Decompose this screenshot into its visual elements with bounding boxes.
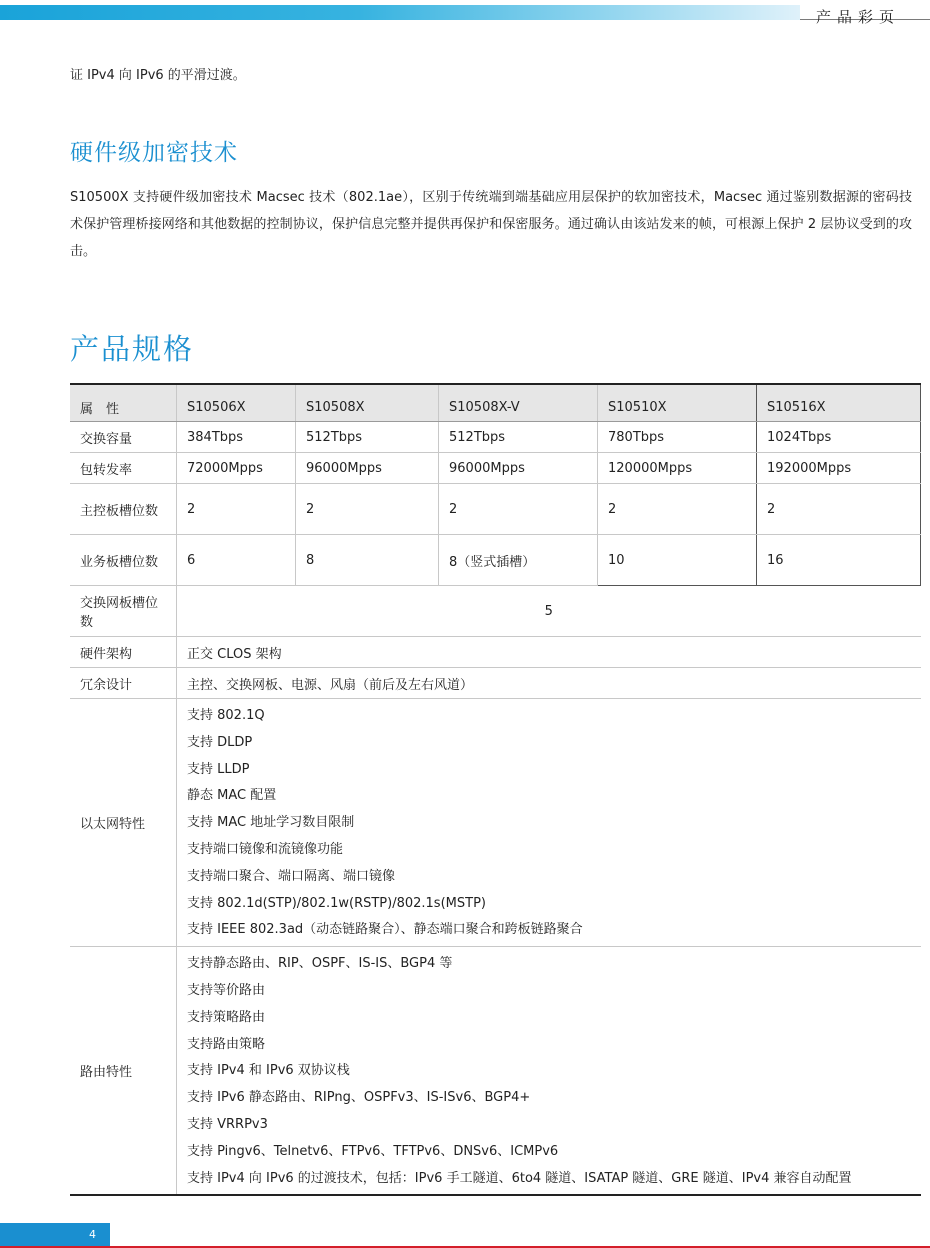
table-cell: 6 (177, 535, 296, 586)
intro-text: 证 IPv4 向 IPv6 的平滑过渡。 (70, 68, 246, 83)
table-cell: 8（竖式插槽） (439, 535, 598, 586)
table-row (70, 453, 921, 484)
list-item: 支持 IPv6 静态路由、RIPng、OSPFv3、IS-ISv6、BGP4+ (187, 1090, 531, 1106)
row-label: 业务板槽位数 (70, 535, 177, 586)
table-cell: 16 (757, 535, 921, 586)
list-item: 支持端口聚合、端口隔离、端口镜像 (187, 868, 396, 884)
table-cell: 2 (757, 484, 921, 535)
table-row (70, 699, 921, 947)
ethernet-features-list (177, 699, 921, 947)
table-cell-merged: 主控、交换网板、电源、风扇（前后及左右风道） (177, 668, 921, 699)
section-title-encryption: 硬件级加密技术 (70, 140, 238, 166)
list-item: 支持等价路由 (187, 982, 266, 998)
list-item: 支持 802.1d(STP)/802.1w(RSTP)/802.1s(MSTP) (187, 895, 486, 911)
table-row (70, 422, 921, 453)
list-item: 支持 Pingv6、Telnetv6、FTPv6、TFTPv6、DNSv6、ICMPv6 (187, 1143, 559, 1159)
list-item: 支持策略路由 (187, 1009, 266, 1025)
table-cell: 192000Mpps (757, 453, 921, 484)
list-item: 支持 IPv4 和 IPv6 双协议栈 (187, 1063, 350, 1079)
header-gradient-bar (0, 5, 800, 20)
row-label: 以太网特性 (70, 699, 177, 947)
list-item: 支持 VRRPv3 (187, 1116, 268, 1132)
section-paragraph-encryption: S10500X 支持硬件级加密技术 Macsec 技术（802.1ae），区别于传统端到端基础应用层保护的软加密技术，Macsec 通过鉴别数据源的密码技术保护管理桥接网络和其他数据的控制协议，保护信息完整并提供再保护和保密服务。通过确认由该站发来的帧，可根源上保护 2 层协议受到的攻击。 (70, 190, 912, 259)
table-row (70, 586, 921, 637)
list-item: 支持 802.1Q (187, 708, 265, 723)
list-item: 静态 MAC 配置 (187, 788, 277, 804)
table-row (70, 668, 921, 699)
list-item: 支持 DLDP (187, 734, 253, 750)
row-label: 路由特性 (70, 947, 177, 1196)
page-number: 4 (0, 1223, 110, 1246)
table-cell: 780Tbps (598, 422, 757, 453)
table-row (70, 484, 921, 535)
list-item: 支持静态路由、RIP、OSPF、IS-IS、BGP4 等 (187, 956, 453, 972)
table-cell: 72000Mpps (177, 453, 296, 484)
table-row (70, 637, 921, 668)
row-label: 硬件架构 (70, 637, 177, 668)
table-cell: 96000Mpps (439, 453, 598, 484)
table-cell: 2 (296, 484, 439, 535)
table-cell: 2 (177, 484, 296, 535)
table-cell: 10 (598, 535, 757, 586)
table-cell: 512Tbps (439, 422, 598, 453)
table-row (70, 535, 921, 586)
routing-features-list (177, 947, 921, 1196)
table-cell: 384Tbps (177, 422, 296, 453)
header-cell: S10508X (296, 384, 439, 422)
section-title-specs: 产品规格 (70, 332, 195, 366)
header-cell: 属 性 (70, 384, 177, 422)
list-item: 支持 MAC 地址学习数目限制 (187, 815, 355, 831)
header-cell: S10508X-V (439, 384, 598, 422)
table-cell-merged: 正交 CLOS 架构 (177, 637, 921, 668)
list-item: 支持 IPv4 向 IPv6 的过渡技术，包括：IPv6 手工隧道、6to4 隧道、ISATAP 隧道、GRE 隧道、IPv4 兼容自动配置 (187, 1170, 852, 1186)
list-item: 支持 IEEE 802.3ad（动态链路聚合）、静态端口聚合和跨板链路聚合 (187, 922, 583, 938)
table-cell: 512Tbps (296, 422, 439, 453)
row-label: 包转发率 (70, 453, 177, 484)
list-item: 支持路由策略 (187, 1036, 266, 1052)
row-label: 交换网板槽位数 (70, 586, 177, 637)
list-item: 支持 LLDP (187, 761, 250, 777)
table-cell: 96000Mpps (296, 453, 439, 484)
header-cell: S10506X (177, 384, 296, 422)
header-title: 产品彩页 (815, 8, 900, 26)
table-cell: 2 (439, 484, 598, 535)
row-label: 主控板槽位数 (70, 484, 177, 535)
table-cell: 8 (296, 535, 439, 586)
table-cell: 120000Mpps (598, 453, 757, 484)
list-item: 支持端口镜像和流镜像功能 (187, 841, 344, 857)
table-cell: 2 (598, 484, 757, 535)
table-row (70, 947, 921, 1196)
header-cell: S10510X (598, 384, 757, 422)
table-header-row (70, 384, 921, 422)
row-label: 交换容量 (70, 422, 177, 453)
table-cell-merged: 5 (177, 586, 921, 637)
table-cell: 1024Tbps (757, 422, 921, 453)
row-label: 冗余设计 (70, 668, 177, 699)
header-cell: S10516X (757, 384, 921, 422)
spec-table (70, 383, 921, 1196)
